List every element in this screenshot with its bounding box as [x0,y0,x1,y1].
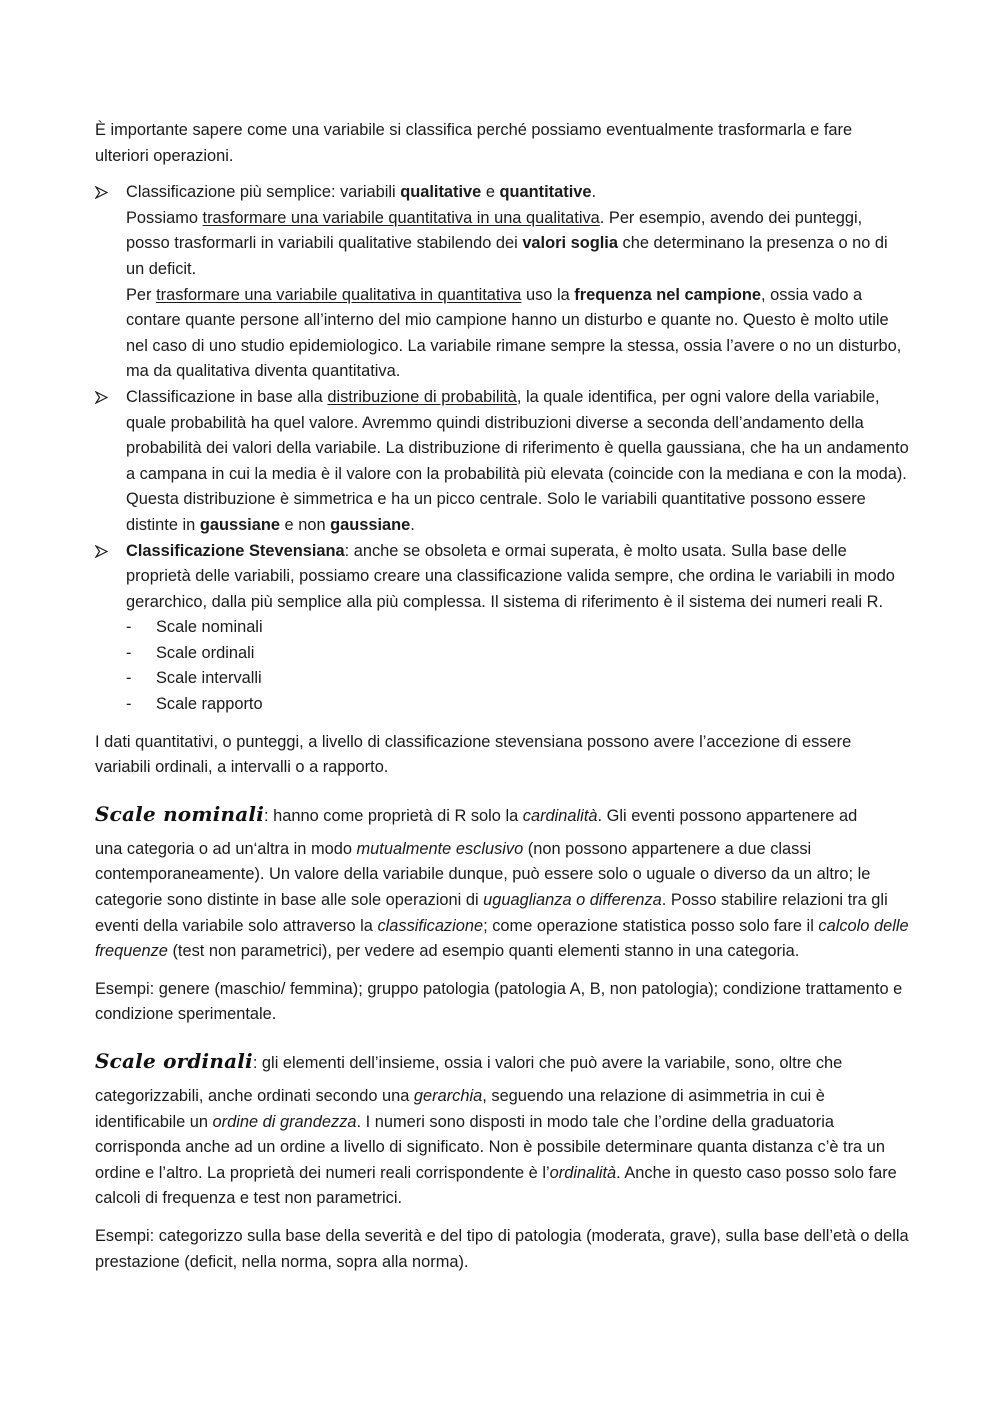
nominal-body [95,837,910,965]
text-run: Classificazione più semplice: variabili [126,183,401,202]
intro-paragraph: È importante sapere come una variabile si classifica perché possiamo eventualmente trasformarla e fare ulteriori operazioni. [95,121,853,165]
list-item-qualitative-quantitative [95,180,910,385]
underlined-term: trasformare una variabile qualitativa in quantitativa [156,285,522,304]
text-run: . Per esempio, avendo dei punteggi, posso trasformarli in variabili qualitative stabilendo dei [126,208,863,253]
ordinal-examples: Esempi: categorizzo sulla base della severità e del tipo di patologia (moderata, grave), sulla base dell’età o della prestazione (deficit, nella norma, sopra alla norma). [95,1226,909,1271]
scale-type-label: Scale intervalli [156,669,262,688]
text-run: . [591,183,597,202]
bullet3-paragraph [126,539,910,616]
quantitative-data-paragraph: I dati quantitativi, o punteggi, a livello di classificazione stevensiana possono avere l’accezione di essere variabili ordinali, a intervalli o a rapporto. [95,732,852,777]
text-run: e non [279,515,331,534]
section-ordinal-scales [95,1048,910,1275]
text-run: Classificazione in base alla [126,387,328,406]
bullet2-paragraph [126,385,910,539]
list-item-probability-distribution [95,385,910,539]
underlined-term: distribuzione di probabilità [327,387,517,406]
text-run: (test non parametrici), per vedere ad esempio quanti elementi stanno in una categoria. [167,942,800,961]
page-content [95,118,910,1275]
italic-term: classificazione [377,916,484,935]
ordinal-heading-line [95,1048,910,1076]
text-run: e [481,183,500,202]
italic-term: ordine di grandezza [212,1112,357,1131]
italic-term: mutualmente esclusivo [356,839,524,858]
dash-bullet: - [126,643,132,662]
section-heading: Scale ordinali [95,1049,253,1073]
bold-term: gaussiane [199,515,280,534]
text-run: ; come operazione statistica posso solo fare il [483,916,819,935]
bold-term: quantitative [499,183,592,202]
list-item-stevens-classification [95,539,910,718]
italic-term: ordinalità [549,1163,617,1182]
text-run: . Posso stabilire relazioni tra gli eventi della variabile solo attraverso la [95,891,888,935]
scale-type-item [126,615,910,641]
underlined-term: trasformare una variabile quantitativa in una qualitativa [202,208,600,227]
dash-bullet: - [126,618,132,637]
bold-term: gaussiane [330,515,411,534]
italic-term: gerarchia [413,1087,483,1105]
text-run: . Gli eventi possono appartenere ad [597,806,858,825]
ordinal-body [95,1084,910,1212]
nominal-examples: Esempi: genere (maschio/ femmina); gruppo patologia (patologia A, B, non patologia); condizione trattamento e condizione sperimentale. [95,979,903,1024]
text-run: , ossia vado a contare quante persone all’interno del mio campione hanno un disturbo e quante no. Questo è molto utile nel caso di uno studio epidemiologico. La variabile rimane sempre la stessa, ossia l’avere o no un disturbo, ma da qualitativa diventa quantitativa. [126,285,902,381]
dash-bullet: - [126,669,132,688]
text-run: : anche se obsoleta e ormai superata, è molto usata. Sulla base delle proprietà delle variabili, possiamo creare una classificazione valida sempre, che ordina le variabili in modo gerarchico, dalla più semplice alla più complessa. Il sistema di riferimento è il sistema dei numeri reali R. [126,541,895,611]
italic-term: uguaglianza o differenza [483,891,662,910]
bold-term: Classificazione Stevensiana [126,541,345,560]
arrowhead-bullet-icon [95,385,113,411]
text-run: , la quale identifica, per ogni valore della variabile, quale probabilità ha quel valore. Avremmo quindi distribuzioni diverse a seconda dell’andamento della probabilità dei valori della variabile. La distribuzione di riferimento è quella gaussiana, che ha un andamento a campana in cui la media è il valore con la probabilità più elevata (coincide con la mediana e con la moda). Questa distribuzione è simmetrica e ha un picco centrale. Solo le variabili quantitative possono essere distinte in [126,387,909,534]
nominal-heading-line [95,801,910,829]
text-run: uso la [521,285,575,304]
classification-list [95,180,910,717]
text-run: : gli elementi dell’insieme, ossia i valori che può avere la variabile, sono, oltre che [252,1054,843,1072]
text-run: una categoria o ad un‘altra in modo [95,839,357,858]
dash-bullet: - [126,695,132,714]
scale-type-label: Scale rapporto [156,695,263,714]
italic-term: cardinalità [522,806,598,825]
text-run: : hanno come proprietà di R solo la [264,806,523,825]
text-run: , seguendo una relazione di asimmetria in cui è identificabile un [95,1087,825,1131]
bold-term: valori soglia [522,234,618,253]
scale-type-label: Scale nominali [156,618,263,637]
arrowhead-bullet-icon [95,180,113,206]
scale-type-item [126,692,910,718]
scale-type-label: Scale ordinali [156,643,255,662]
text-run: Possiamo [126,208,203,227]
bullet1-paragraph [126,180,910,206]
section-heading: Scale nominali [95,801,265,826]
text-run: Per [126,285,157,304]
text-run: (non possono appartenere a due classi contemporaneamente). Un valore della variabile dunque, può essere solo o uguale o diverso da un altro; le categorie sono distinte in base alle sole operazioni di [95,839,871,910]
italic-term: calcolo delle frequenze [95,916,909,961]
scale-types-list [126,615,910,717]
bullet1-paragraph-2 [126,206,910,283]
scale-type-item [126,666,910,692]
text-run: categorizzabili, anche ordinati secondo una [95,1087,414,1105]
scale-type-item [126,641,910,667]
bold-term: qualitative [400,183,482,202]
text-run: . I numeri sono disposti in modo tale che l’ordine della graduatoria corrisponda anche ad un ordine a livello di significato. Non è possibile determinare quanta distanza c’è tra un ordine e l’altro. La proprietà dei numeri reali corrispondente è l’ [95,1112,885,1182]
text-run: che determinano la presenza o no di un deficit. [126,234,888,278]
text-run: . Anche in questo caso posso solo fare calcoli di frequenza e test non parametrici. [95,1163,897,1208]
bold-term: frequenza nel campione [574,285,761,304]
arrowhead-bullet-icon [95,539,113,565]
text-run: . [410,515,415,534]
bullet1-paragraph-3 [126,283,910,385]
section-nominal-scales [95,801,910,1028]
